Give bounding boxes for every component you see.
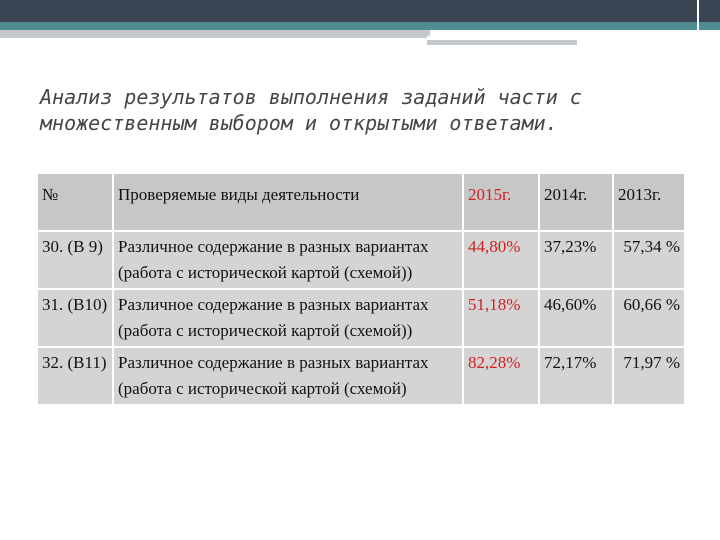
row-value-2013: 60,66 % (613, 289, 685, 347)
header-2014: 2014г. (539, 173, 613, 231)
top-grey-bar (0, 30, 430, 38)
row-value-2013: 71,97 % (613, 347, 685, 405)
results-table (36, 172, 686, 406)
table-header-row (37, 173, 685, 231)
row-value-2013: 57,34 % (613, 231, 685, 289)
table-row (37, 289, 685, 347)
header-2013: 2013г. (613, 173, 685, 231)
row-value-2014: 46,60% (539, 289, 613, 347)
row-activity: Различное содержание в разных вариантах (работа с исторической картой (схемой)) (113, 231, 463, 289)
row-value-2015: 51,18% (463, 289, 539, 347)
row-number: 30. (В 9) (37, 231, 113, 289)
table-row (37, 347, 685, 405)
row-value-2014: 37,23% (539, 231, 613, 289)
row-activity: Различное содержание в разных вариантах (работа с исторической картой (схемой) (113, 347, 463, 405)
row-number: 31. (В10) (37, 289, 113, 347)
row-value-2014: 72,17% (539, 347, 613, 405)
corner-line-horizontal (697, 45, 720, 47)
top-teal-bar (0, 22, 720, 30)
top-grey-accent (427, 40, 577, 45)
top-dark-bar (0, 0, 720, 22)
row-activity: Различное содержание в разных вариантах (работа с исторической картой (схемой)) (113, 289, 463, 347)
row-value-2015: 82,28% (463, 347, 539, 405)
table-row (37, 231, 685, 289)
top-white-line (427, 36, 665, 39)
corner-line-vertical (697, 0, 699, 45)
row-value-2015: 44,80% (463, 231, 539, 289)
header-number: № (37, 173, 113, 231)
header-activity: Проверяемые виды деятельности (113, 173, 463, 231)
header-2015: 2015г. (463, 173, 539, 231)
slide-title: Анализ результатов выполнения заданий части с множественным выбором и открытыми ответами. (40, 85, 582, 135)
row-number: 32. (В11) (37, 347, 113, 405)
